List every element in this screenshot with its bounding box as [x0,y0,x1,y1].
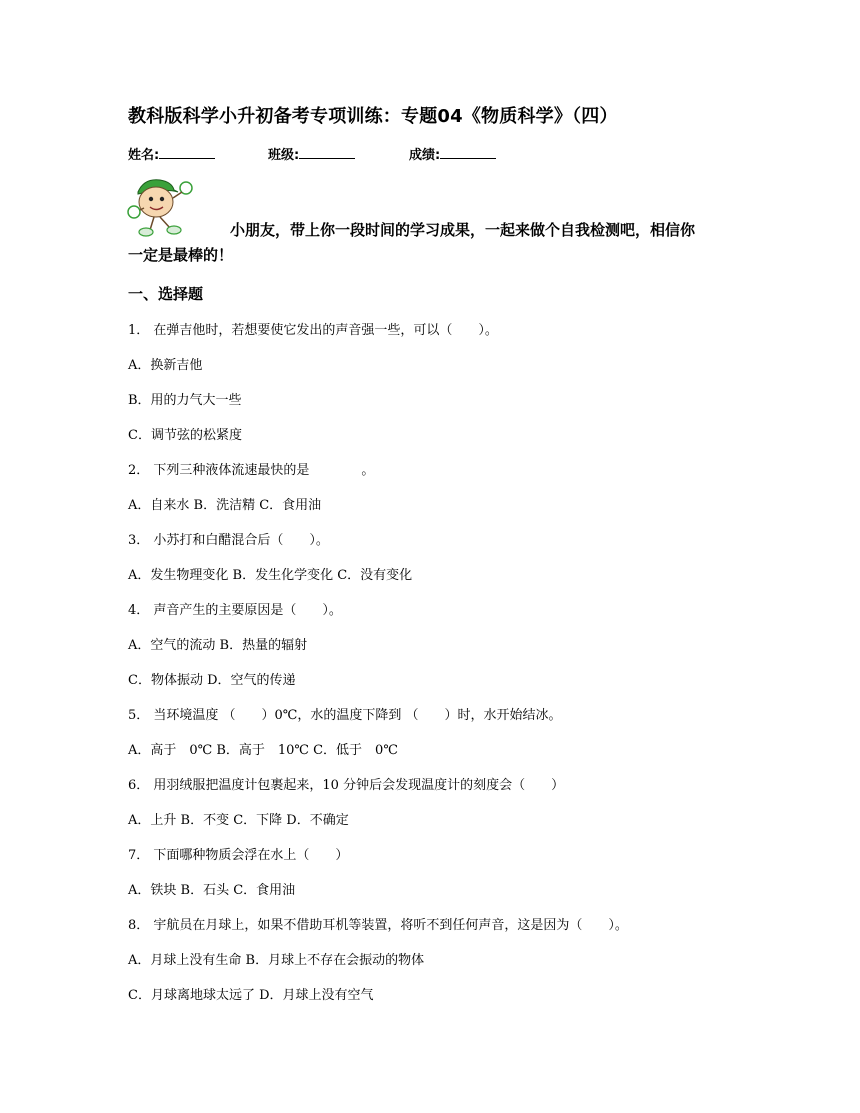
score-blank [440,146,496,159]
name-field [128,144,215,163]
intro-line-1: 小朋友，带上你一段时间的学习成果，一起来做个自我检测吧，相信你 [230,221,696,239]
option-line: A．上升 B．不变 C．下降 D．不确定 [128,813,349,828]
name-label: 姓名: [128,148,160,163]
option-line: A．空气的流动 B．热量的辐射 [128,638,308,653]
question-3: 3． 小苏打和白醋混合后（ ）。 [128,533,329,548]
section-title: 一、选择题 [128,285,204,303]
class-label: 班级: [268,148,300,163]
class-blank [299,146,355,159]
option-line: A．月球上没有生命 B．月球上不存在会振动的物体 [128,953,425,968]
page-title: 教科版科学小升初备考专项训练：专题04《物质科学》（四） [128,106,618,127]
option-line: A．自来水 B．洗洁精 C．食用油 [128,498,322,513]
option-line: A．换新吉他 [128,358,203,373]
mascot-cartoon-icon [124,174,200,238]
option-line: A．铁块 B．石头 C．食用油 [128,883,296,898]
option-line: B．用的力气大一些 [128,393,242,408]
question-8: 8． 宇航员在月球上，如果不借助耳机等装置，将听不到任何声音，这是因为（ ）。 [128,918,628,933]
option-line: C．物体振动 D．空气的传递 [128,673,296,688]
option-line: A．高于 0℃ B．高于 10℃ C．低于 0℃ [128,743,398,758]
name-blank [159,146,215,159]
option-line: C．月球离地球太远了 D．月球上没有空气 [128,988,374,1003]
question-1: 1． 在弹吉他时，若想要使它发出的声音强一些，可以（ ）。 [128,323,498,338]
intro-line-2: 一定是最棒的！ [128,246,234,264]
question-4: 4． 声音产生的主要原因是（ ）。 [128,603,342,618]
class-field [268,144,355,163]
option-line: A．发生物理变化 B．发生化学变化 C．没有变化 [128,568,413,583]
score-field [409,144,496,163]
question-5: 5． 当环境温度 （ ）0℃，水的温度下降到 （ ）时，水开始结冰。 [128,708,562,723]
question-7: 7． 下面哪种物质会浮在水上（ ） [128,848,349,863]
question-6: 6． 用羽绒服把温度计包裹起来，10 分钟后会发现温度计的刻度会（ ） [128,778,565,793]
option-line: C．调节弦的松紧度 [128,428,242,443]
score-label: 成绩: [409,148,441,163]
question-2: 2． 下列三种液体流速最快的是 。 [128,463,375,478]
